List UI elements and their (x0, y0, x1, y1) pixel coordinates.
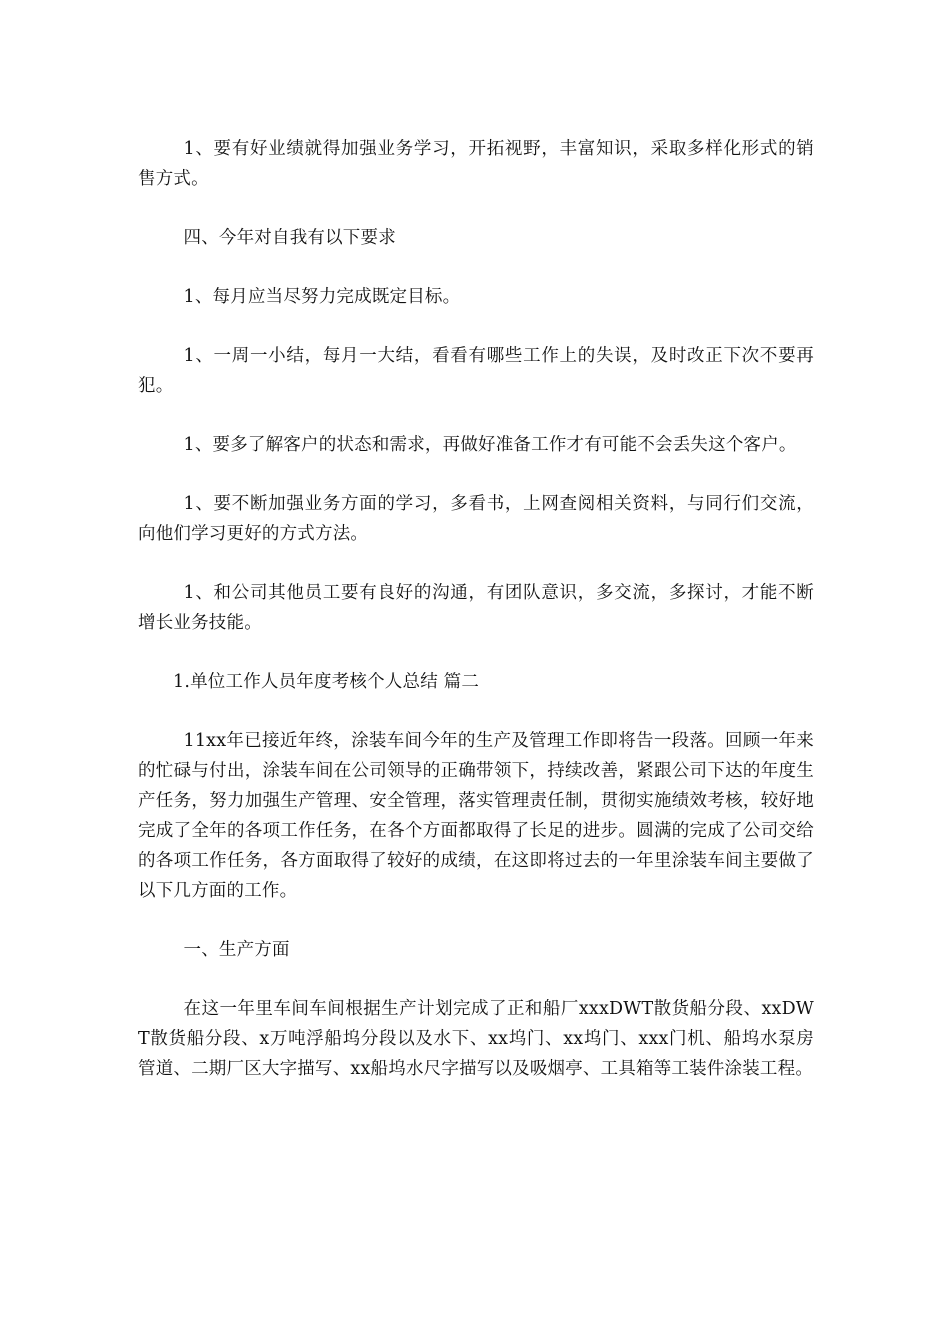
article-subtitle: 1.单位工作人员年度考核个人总结 篇二 (173, 672, 480, 692)
paragraph-production-details: 在这一年里车间车间根据生产计划完成了正和船厂xxxDWT散货船分段、xxDWT散货船分段、x万吨浮船坞分段以及水下、xx坞门、xx坞门、xxx门机、船坞水泵房管道、二期厂区大字描写、xx船坞水尺字描写以及吸烟亭、工具箱等工装件涂装工程。 (138, 999, 814, 1079)
document-body (138, 134, 814, 1113)
paragraph-teamwork: 1、和公司其他员工要有良好的沟通，有团队意识，多交流，多探讨，才能不断增长业务技能。 (138, 583, 814, 633)
paragraph-customer-needs: 1、要多了解客户的状态和需求，再做好准备工作才有可能不会丢失这个客户。 (183, 435, 797, 455)
paragraph-year-review: 11xx年已接近年终，涂装车间今年的生产及管理工作即将告一段落。回顾一年来的忙碌与付出，涂装车间在公司领导的正确带领下，持续改善，紧跟公司下达的年度生产任务，努力加强生产管理、安全管理，落实管理责任制，贯彻实施绩效考核，较好地完成了全年的各项工作任务，在各个方面都取得了长足的进步。圆满的完成了公司交给的各项工作任务，各方面取得了较好的成绩，在这即将过去的一年里涂装车间主要做了以下几方面的工作。 (138, 731, 814, 901)
section-heading-production: 一、生产方面 (183, 940, 290, 960)
paragraph-weekly-summary: 1、一周一小结，每月一大结，看看有哪些工作上的失误，及时改正下次不要再犯。 (138, 346, 814, 396)
section-heading-requirements: 四、今年对自我有以下要求 (183, 228, 396, 248)
paragraph-study: 1、要有好业绩就得加强业务学习，开拓视野，丰富知识，采取多样化形式的销售方式。 (138, 139, 814, 189)
paragraph-monthly-goal: 1、每月应当尽努力完成既定目标。 (183, 287, 461, 307)
paragraph-learning: 1、要不断加强业务方面的学习，多看书，上网查阅相关资料，与同行们交流，向他们学习更好的方式方法。 (138, 494, 814, 544)
